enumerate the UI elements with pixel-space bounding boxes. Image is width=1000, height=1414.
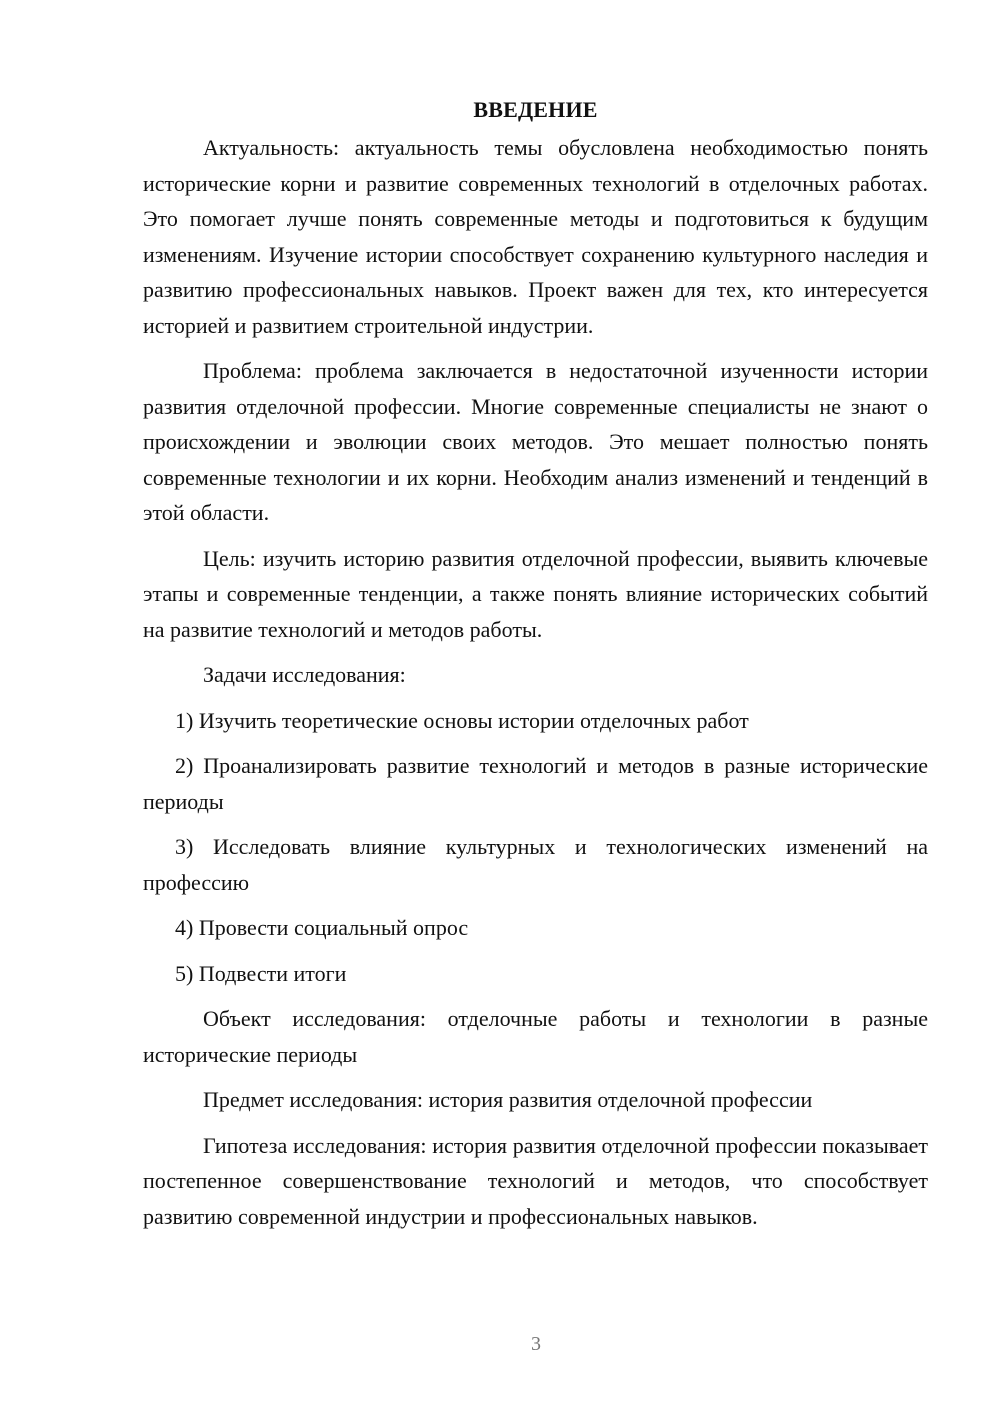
task-item-5: 5) Подвести итоги [175,960,347,986]
paragraph-subject: Предмет исследования: история развития отделочной профессии [203,1087,813,1112]
task-item-1: 1) Изучить теоретические основы истории отделочных работ [175,707,749,733]
tasks-heading: Задачи исследования: [203,662,406,687]
paragraph-hypothesis: Гипотеза исследования: история развития отделочной профессии показывает постепенное совершенствование технологий и методов, что способствует развитию современной индустрии и профессиональных навыков. [143,1132,928,1229]
paragraph-goal: Цель: изучить историю развития отделочной профессии, выявить ключевые этапы и современные тенденции, а также понять влияние исторических событий на развитие технологий и методов работы. [143,545,928,642]
paragraph-relevance: Актуальность: актуальность темы обусловлена необходимостью понять исторические корни и развитие современных технологий в отделочных работах. Это помогает лучше понять современные методы и подготовиться к будущим изменениям. Изучение истории способствует сохранению культурного наследия и развитию профессиональных навыков. Проект важен для тех, кто интересуется историей и развитием строительной индустрии. [143,135,928,338]
task-item-4: 4) Провести социальный опрос [175,915,469,940]
page-title: ВВЕДЕНИЕ [473,97,598,122]
paragraph-problem: Проблема: проблема заключается в недостаточной изученности истории развития отделочной профессии. Многие современные специалисты не знают о происхождении и эволюции своих методов. Это мешает полностью понять современные технологии и их корни. Необходим анализ изменений и тенденций в этой области. [143,358,928,525]
paragraph-object: Объект исследования: отделочные работы и технологии в разные исторические периоды [143,1006,928,1067]
task-item-2: 2) Проанализировать развитие технологий и методов в разные исторические периоды [143,753,928,814]
task-item-3: 3) Исследовать влияние культурных и технологических изменений на профессию [143,834,928,895]
page-number: 3 [531,1333,541,1355]
document-page [143,92,928,1244]
